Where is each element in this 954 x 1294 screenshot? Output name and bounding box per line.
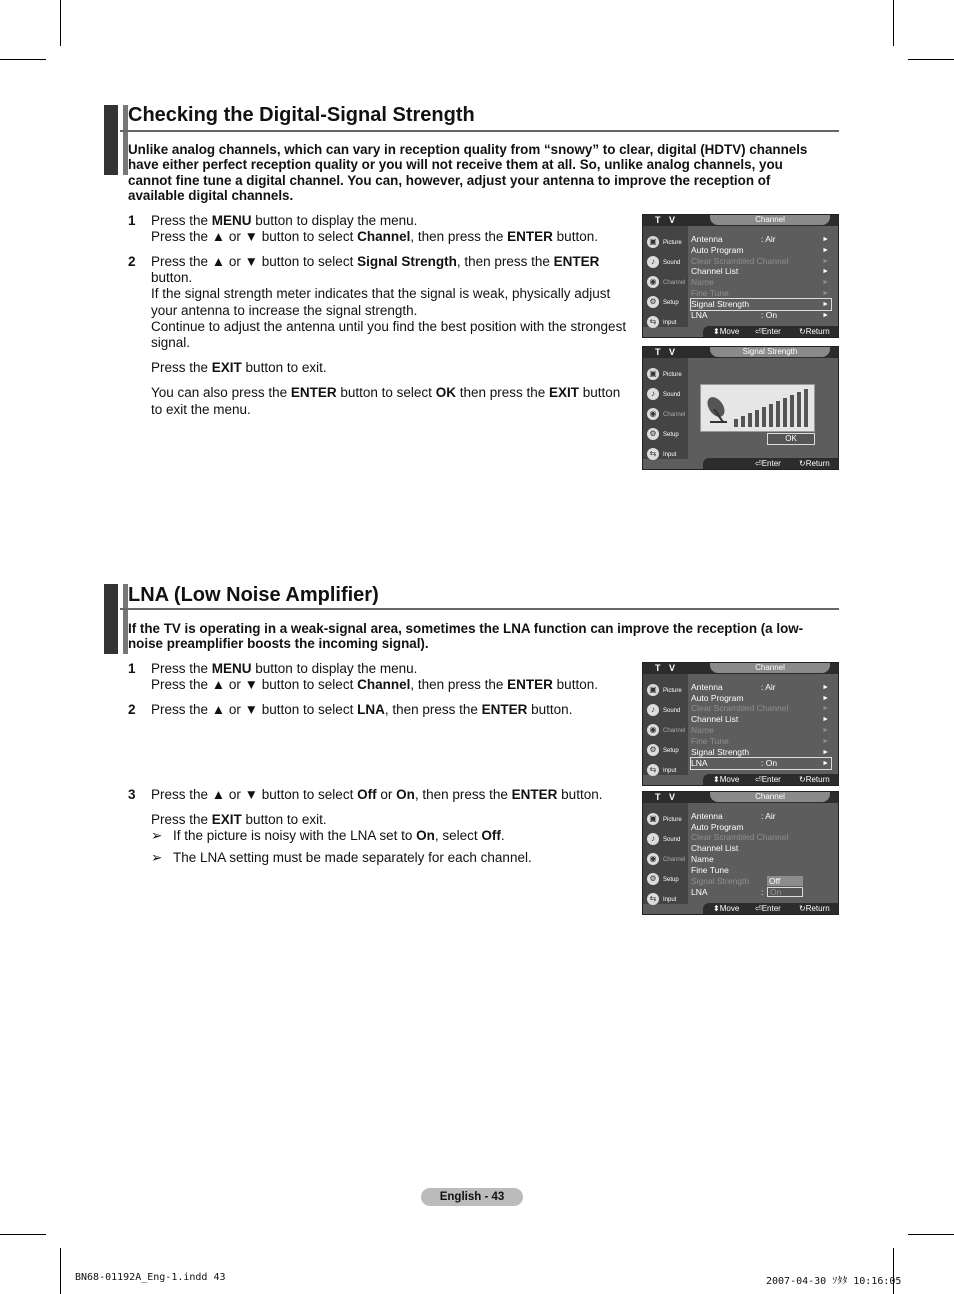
osd-title-tab: Channel [710, 792, 830, 802]
tv-osd-channel-menu [642, 214, 839, 338]
note: ➢ If the picture is noisy with the LNA set to On, select Off. [151, 828, 505, 844]
print-slug-right: 2007-04-30 ｿﾀﾀ 10:16:05 [766, 1276, 902, 1287]
picture-icon: ▣ Picture [645, 682, 687, 700]
picture-icon: ▣ Picture [645, 234, 687, 252]
crop-mark [0, 1234, 46, 1235]
note: ➢ The LNA setting must be made separately for each channel. [151, 849, 532, 865]
note-arrow-icon: ➢ [151, 828, 163, 844]
menu-row: Clear Scrambled Channel ► [691, 256, 829, 266]
menu-row: Antenna : Air ► [691, 234, 829, 244]
menu-row: Channel List ► [691, 266, 829, 276]
menu-row: LNA : On ► [691, 310, 829, 320]
osd-sidebar [643, 358, 688, 459]
osd-tv-label: T V [655, 792, 679, 802]
menu-row: Antenna : Air ► [691, 682, 829, 692]
section-rule [120, 608, 839, 610]
crop-mark [893, 1248, 894, 1294]
sound-icon: ♪ Sound [645, 386, 687, 404]
menu-row: Name ► [691, 725, 829, 735]
step-number: 2 [128, 702, 136, 717]
sound-icon: ♪ Sound [645, 831, 687, 849]
step-number: 1 [128, 661, 136, 676]
osd-footer: ⏎ Enter ↻ Return [703, 458, 838, 469]
channel-icon: ◉ Channel [645, 851, 687, 869]
osd-tv-label: T V [655, 663, 679, 673]
osd-title-tab: Channel [710, 215, 830, 225]
menu-row-selected: Signal Strength ► [691, 299, 829, 309]
input-icon: ⇆ Input [645, 762, 687, 780]
menu-row: Signal Strength [691, 876, 750, 886]
osd-footer: ⬍ Move ⏎ Enter ↻ Return [703, 903, 838, 914]
step-line: Press the ▲ or ▼ button to select Channel, then press the ENTER button. [151, 677, 598, 693]
page-number-badge: English - 43 [421, 1188, 523, 1206]
menu-row: Name [691, 854, 714, 864]
setup-icon: ⚙ Setup [645, 294, 687, 312]
tv-osd-lna-options [642, 791, 839, 915]
osd-sidebar [643, 226, 688, 327]
menu-row: Channel List ► [691, 714, 829, 724]
menu-row: Fine Tune ► [691, 288, 829, 298]
crop-mark [893, 0, 894, 46]
ok-button[interactable]: OK [767, 433, 815, 445]
osd-sidebar [643, 803, 688, 904]
menu-row: Auto Program ► [691, 693, 829, 703]
step-line: Press the ▲ or ▼ button to select LNA, then press the ENTER button. [151, 702, 573, 717]
lna-option-off[interactable]: Off [767, 876, 803, 886]
satellite-dish-icon [701, 385, 814, 431]
crop-mark [0, 59, 46, 60]
menu-row-selected: LNA : On ► [691, 758, 829, 768]
crop-mark [908, 1234, 954, 1235]
step-number: 1 [128, 213, 136, 228]
crop-mark [60, 1248, 61, 1294]
osd-tv-label: T V [655, 347, 679, 357]
step-line: Press the MENU button to display the menu. [151, 661, 418, 676]
input-icon: ⇆ Input [645, 314, 687, 332]
osd-title-tab: Channel [710, 663, 830, 673]
sound-icon: ♪ Sound [645, 254, 687, 272]
step-line: Press the EXIT button to exit. [151, 360, 327, 376]
step-line: Press the ▲ or ▼ button to select Channel, then press the ENTER button. [151, 229, 598, 245]
signal-meter [700, 384, 815, 432]
osd-tv-label: T V [655, 215, 679, 225]
menu-row: Clear Scrambled Channel ► [691, 703, 829, 713]
menu-row: Channel List [691, 843, 739, 853]
section-intro: Unlike analog channels, which can vary in reception quality from “snowy” to clear, digital (HDTV) channels have either perfect reception quality or you will not receive them at all. So, unlike analog channels, you cannot fine tune a digital channel. You can, however, adjust your antenna to improve the reception of available digital channels. [128, 142, 808, 204]
step-line: You can also press the ENTER button to select OK then press the EXIT button to exit the menu. [151, 385, 621, 417]
osd-sidebar [643, 674, 688, 775]
section-bar [104, 105, 123, 175]
step-number: 2 [128, 254, 136, 269]
print-slug-left: BN68-01192A_Eng-1.indd 43 [75, 1272, 226, 1283]
channel-icon: ◉ Channel [645, 722, 687, 740]
picture-icon: ▣ Picture [645, 811, 687, 829]
step-number: 3 [128, 787, 136, 802]
menu-row: Fine Tune [691, 865, 729, 875]
note-arrow-icon: ➢ [151, 849, 163, 865]
setup-icon: ⚙ Setup [645, 871, 687, 889]
lna-option-on[interactable]: On [767, 887, 803, 897]
crop-mark [908, 59, 954, 60]
channel-icon: ◉ Channel [645, 274, 687, 292]
section-bar [104, 584, 123, 654]
channel-icon: ◉ Channel [645, 406, 687, 424]
tv-osd-channel-menu [642, 662, 839, 786]
menu-row: Signal Strength ► [691, 747, 829, 757]
osd-footer: ⬍ Move ⏎ Enter ↻ Return [703, 326, 838, 337]
section-title: Checking the Digital-Signal Strength [128, 104, 475, 126]
input-icon: ⇆ Input [645, 446, 687, 464]
section-intro: If the TV is operating in a weak-signal area, sometimes the LNA function can improve the reception (a low-noise preamplifier boosts the incoming signal). [128, 621, 804, 652]
menu-row: Fine Tune ► [691, 736, 829, 746]
setup-icon: ⚙ Setup [645, 742, 687, 760]
section-title: LNA (Low Noise Amplifier) [128, 584, 379, 606]
step-line: Press the EXIT button to exit. [151, 812, 327, 828]
step-line: Press the ▲ or ▼ button to select Off or On, then press the ENTER button. [151, 787, 603, 802]
menu-row: Auto Program [691, 822, 744, 832]
step-line: Press the MENU button to display the menu. [151, 213, 418, 228]
step-line: Press the ▲ or ▼ button to select Signal Strength, then press the ENTER button. If the signal strength meter indicates that the signal is weak, physically adjust your antenna to increase the signal strength. Continue to adjust the antenna until you find the best position with the strongest signal. [151, 254, 627, 351]
tv-osd-signal-strength [642, 346, 839, 470]
section-rule [120, 130, 839, 132]
osd-footer: ⬍ Move ⏎ Enter ↻ Return [703, 774, 838, 785]
crop-mark [60, 0, 61, 46]
menu-row: Antenna : Air [691, 811, 776, 821]
menu-row: LNA : [691, 887, 764, 897]
sound-icon: ♪ Sound [645, 702, 687, 720]
menu-row: Clear Scrambled Channel [691, 832, 789, 842]
setup-icon: ⚙ Setup [645, 426, 687, 444]
menu-row: Auto Program ► [691, 245, 829, 255]
osd-title-tab: Signal Strength [710, 347, 830, 357]
picture-icon: ▣ Picture [645, 366, 687, 384]
input-icon: ⇆ Input [645, 891, 687, 909]
menu-row: Name ► [691, 277, 829, 287]
